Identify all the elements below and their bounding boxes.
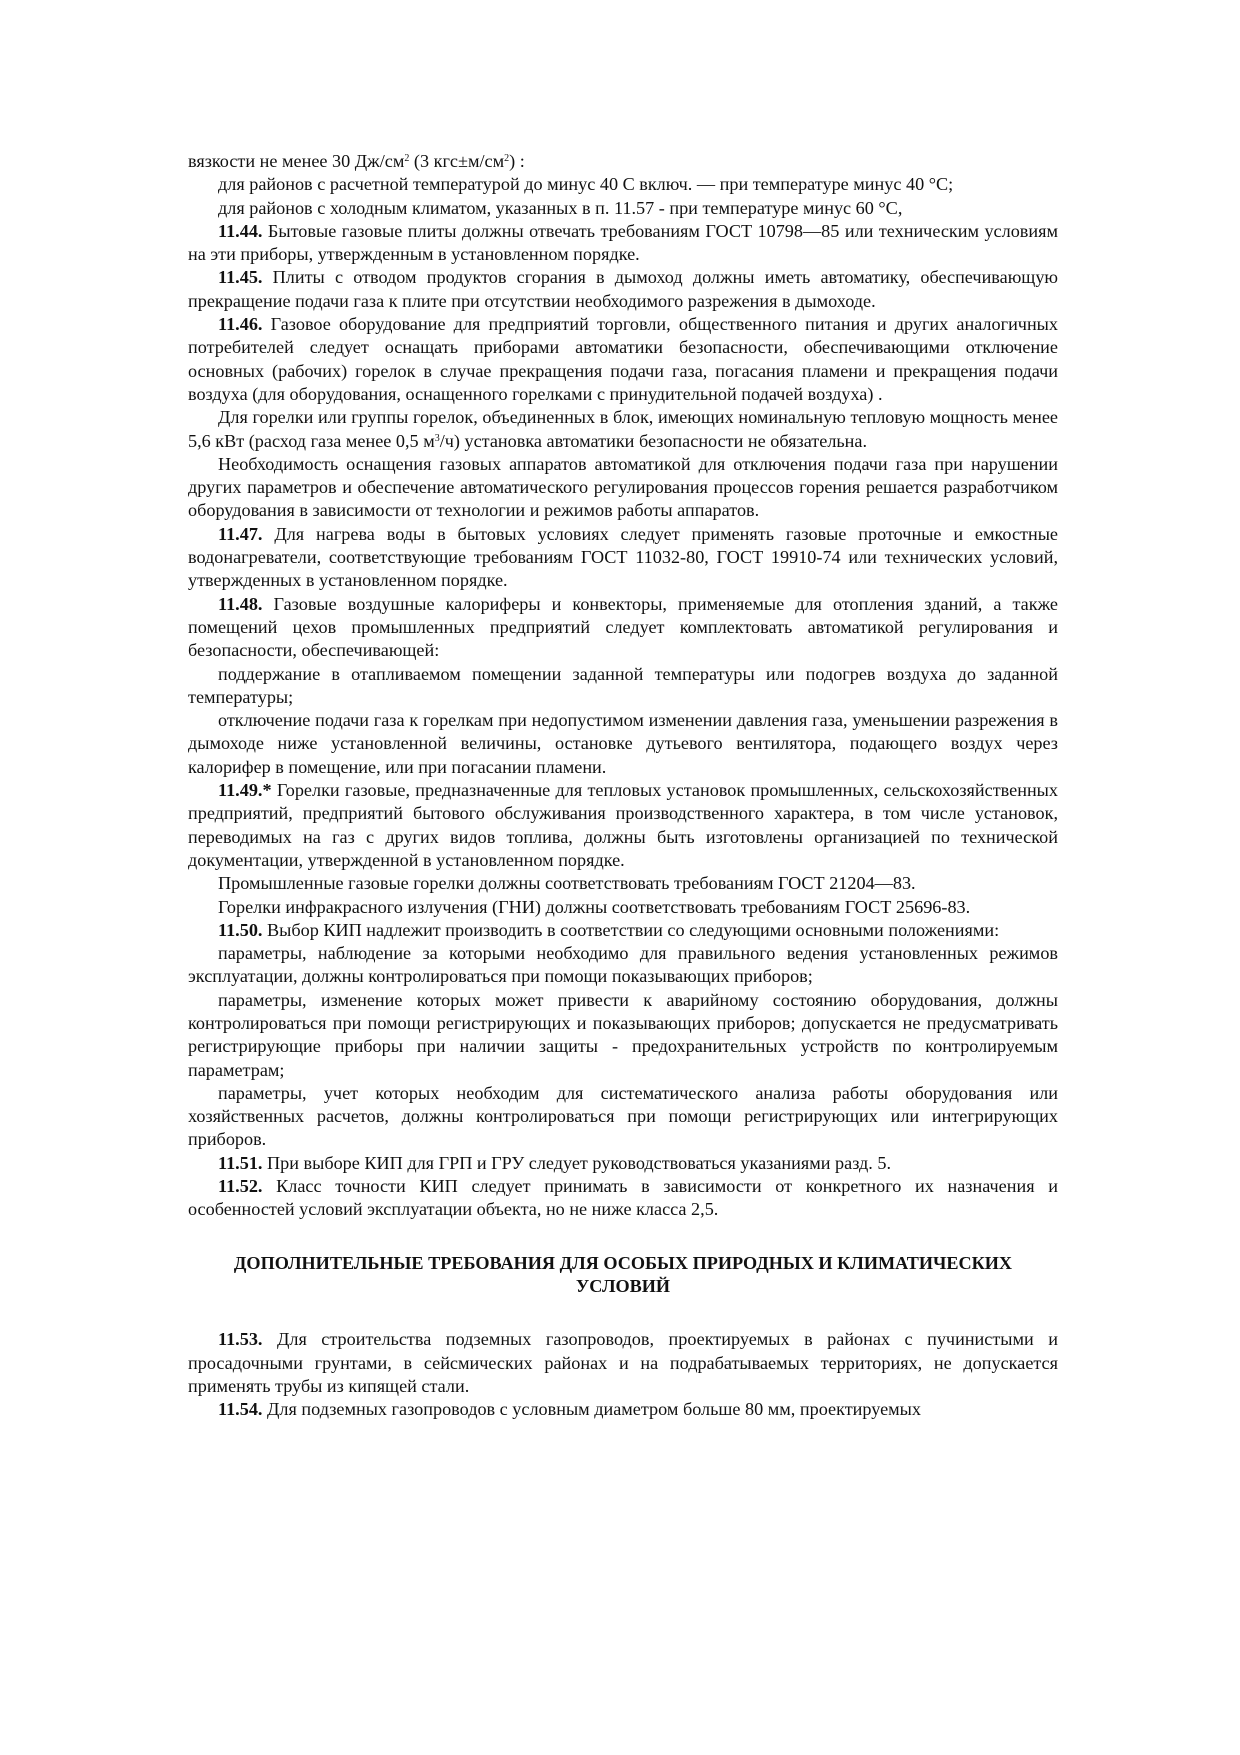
clause-text: Плиты с отводом продуктов сгорания в дымоход должны иметь автоматику, обеспечивающую прекращение подачи газа к плите при отсутствии необходимого разрежения в дымоходе. [188,267,1058,311]
paragraph-11-44 [188,220,1058,267]
clause-text: Газовое оборудование для предприятий торговли, общественного питания и других аналогичных потребителей следует оснащать приборами автоматики безопасности, обеспечивающими отключение основных (рабочих) горелок в случае прекращения подачи газа, погасания пламени и прекращения подачи воздуха (для оборудования, оснащенного горелками с принудительной подачей воздуха) . [188,314,1058,404]
paragraph-11-48 [188,593,1058,663]
text-span: ) : [509,151,525,171]
clause-text: Газовые воздушные калориферы и конвекторы, применяемые для отопления зданий, а также помещений цехов промышленных предприятий следует комплектовать автоматикой регулирования и безопасности, обеспечивающей: [188,593,1058,661]
clause-number: 11.44. [218,220,263,241]
paragraph-maintain-temperature: поддержание в отапливаемом помещении заданной температуры или подогрев воздуха до заданной температуры; [188,663,1058,707]
text-span: (3 кгс±м/см [409,151,505,171]
document-page [188,150,1058,1421]
paragraph-11-52 [188,1175,1058,1222]
clause-number: 11.54. [218,1399,263,1420]
clause-number: 11.48. [218,593,263,614]
superscript: 2 [504,153,510,164]
clause-number: 11.45. [218,267,263,288]
paragraph-gas-cutoff: отключение подачи газа к горелкам при недопустимом изменении давления газа, уменьшении разрежения в дымоходе ниже установленной величины, остановке дутьевого вентилятора, подающего воздух через калорифер в помещение, или при погасании пламени. [188,710,1058,777]
text-span: /ч) установка автоматики безопасности не обязательна. [439,430,868,451]
clause-number: 11.52. [218,1176,263,1197]
paragraph-burner-group [188,406,1058,453]
paragraph-11-45 [188,266,1058,313]
clause-text: Для подземных газопроводов с условным диаметром больше 80 мм, проектируемых [262,1399,921,1420]
text-span: вязкости не менее 30 Дж/см [188,151,405,171]
paragraph-regions-cold: для районов с холодным климатом, указанных в п. 11.57 - при температуре минус 60 °С, [218,197,903,218]
clause-number: 11.47. [218,523,263,544]
paragraph-industrial-burners: Промышленные газовые горелки должны соответствовать требованиям ГОСТ 21204—83. [218,873,916,894]
superscript: 3 [434,432,440,444]
clause-number: 11.49.* [218,780,272,801]
paragraph-params-indicating: параметры, наблюдение за которыми необходимо для правильного ведения установленных режимов эксплуатации, должны контролироваться при помощи показывающих приборов; [188,943,1058,987]
paragraph-automation-necessity: Необходимость оснащения газовых аппаратов автоматикой для отключения подачи газа при нарушении других параметров и обеспечение автоматического регулирования процессов горения решается разработчиком оборудования в зависимости от технологии и режимов работы аппаратов. [188,453,1058,521]
clause-text: Бытовые газовые плиты должны отвечать требованиям ГОСТ 10798—85 или техническим условиям на эти приборы, утвержденным в установленном порядке. [188,220,1058,265]
clause-number: 11.46. [218,314,263,335]
paragraph-11-54 [188,1398,1058,1421]
paragraph-params-integrating: параметры, учет которых необходим для систематического анализа работы оборудования или хозяйственных расчетов, должны контролироваться при помощи регистрирующих или интегрирующих приборов. [188,1082,1058,1150]
paragraph-11-53 [188,1328,1058,1398]
paragraph-regions-minus40: для районов с расчетной температурой до минус 40 С включ. — при температуре минус 40 °С; [218,174,954,195]
superscript: 2 [404,153,410,164]
paragraph-11-46 [188,313,1058,406]
paragraph-11-51 [188,1152,1058,1175]
clause-text: Горелки газовые, предназначенные для тепловых установок промышленных, сельскохозяйственных предприятий, предприятий бытового обслуживания производственного характера, в том числе установок, переводимых на газ с других видов топлива, должны быть изготовлены организацией по технической документации, утвержденной в установленном порядке. [188,780,1058,870]
clause-text: Класс точности КИП следует принимать в зависимости от конкретного их назначения и особенностей условий эксплуатации объекта, но не ниже класса 2,5. [188,1176,1058,1220]
clause-text: Выбор КИП надлежит производить в соответствии со следующими основными положениями: [262,919,1000,940]
paragraph-infrared-burners: Горелки инфракрасного излучения (ГНИ) должны соответствовать требованиям ГОСТ 25696-83. [218,896,971,917]
clause-text: Для нагрева воды в бытовых условиях следует применять газовые проточные и емкостные водонагреватели, соответствующие требованиям ГОСТ 11032-80, ГОСТ 19910-74 или технических условий, утвержденных в установленном порядке. [188,523,1058,591]
paragraph-11-47 [188,523,1058,593]
clause-text: Для строительства подземных газопроводов, проектируемых в районах с пучинистыми и просадочными грунтами, в сейсмических районах и на подрабатываемых территориях, не допускается применять трубы из кипящей стали. [188,1329,1058,1396]
text-span: Для горелки или группы горелок, объединенных в блок, имеющих номинальную тепловую мощность менее 5,6 кВт (расход газа менее 0,5 м [188,407,1058,451]
clause-text: При выборе КИП для ГРП и ГРУ следует руководствоваться указаниями разд. 5. [262,1152,892,1173]
clause-number: 11.53. [218,1329,263,1350]
clause-number: 11.50. [218,919,263,940]
paragraph-11-49 [188,779,1058,872]
section-heading: ДОПОЛНИТЕЛЬНЫЕ ТРЕБОВАНИЯ ДЛЯ ОСОБЫХ ПРИРОДНЫХ И КЛИМАТИЧЕСКИХ УСЛОВИЙ [233,1252,1013,1296]
clause-number: 11.51. [218,1152,263,1173]
paragraph-11-50 [188,919,1058,942]
paragraph-params-registering: параметры, изменение которых может привести к аварийному состоянию оборудования, должны контролироваться при помощи регистрирующих и показывающих приборов; допускается не предусматривать регистрирующие приборы при наличии защиты - предохранительных устройств по контролируемым параметрам; [188,989,1058,1080]
paragraph-viscosity [188,150,1058,173]
